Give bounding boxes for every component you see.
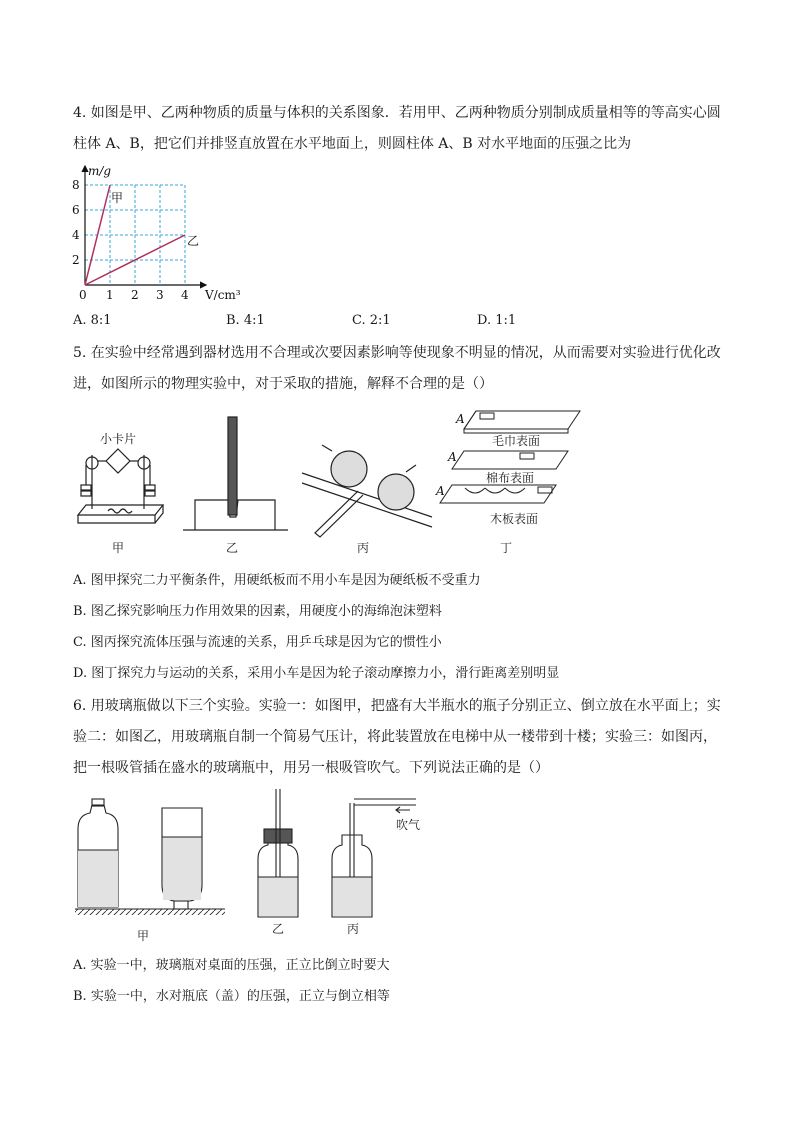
q4-stem-line2: 柱体 A、B，把它们并排竖直放置在水平地面上，则圆柱体 A、B 对水平地面的压强之比为 xyxy=(73,136,632,152)
q5-stem-line2: 进，如图所示的物理实验中，对于采取的措施，解释不合理的是（） xyxy=(73,376,493,392)
card-label: 小卡片 xyxy=(100,432,137,446)
q5-option-c[interactable]: C. 图丙探究流体压强与流速的关系，用乒乓球是因为它的惯性小 xyxy=(73,635,442,650)
q4-option-a[interactable]: A. 8:1 xyxy=(73,313,112,328)
q5-option-b[interactable]: B. 图乙探究影响压力作用效果的因素，用硬度小的海绵泡沫塑料 xyxy=(73,604,442,619)
origin-label: 0 xyxy=(79,288,87,302)
x-tick-1: 1 xyxy=(106,288,114,302)
q6-stem-line3: 把一根吸管插在盛水的玻璃瓶中，用另一根吸管吹气。下列说法正确的是（） xyxy=(73,760,549,776)
surface-wood-label: 木板表面 xyxy=(490,512,539,526)
upright-and-inverted-bottles xyxy=(75,799,225,915)
chart-grid xyxy=(85,185,185,285)
ping-pong-setup xyxy=(302,445,432,537)
x-tick-2: 2 xyxy=(131,288,139,302)
fig6-caption-jia: 甲 xyxy=(137,929,150,943)
q5-stem-line1: 5. 在实验中经常遇到器材选用不合理或次要因素影响等使现象不明显的情况，从而需要对实验进行优化改 xyxy=(73,345,721,361)
q4-option-b[interactable]: B. 4:1 xyxy=(226,313,265,328)
fig5-caption-yi: 乙 xyxy=(226,541,239,555)
q5-option-a[interactable]: A. 图甲探究二力平衡条件，用硬纸板而不用小车是因为硬纸板不受重力 xyxy=(73,573,481,588)
surface-cotton-label: 棉布表面 xyxy=(486,471,535,485)
fig5-caption-bing: 丙 xyxy=(357,541,370,555)
q6-stem-line2: 验二：如图乙，用玻璃瓶自制一个简易气压计，将此装置放在电梯中从一楼带到十楼；实验三：如图丙， xyxy=(73,729,717,745)
y-tick-6: 6 xyxy=(72,203,80,217)
x-tick-4: 4 xyxy=(181,288,189,302)
fig6-caption-bing: 丙 xyxy=(347,922,360,936)
fig5-caption-ding: 丁 xyxy=(500,541,513,555)
q6-stem-line1: 6. 用玻璃瓶做以下三个实验。实验一：如图甲，把盛有大半瓶水的瓶子分别正立、倒立放在水平面上；实 xyxy=(73,698,721,714)
q4-stem-line1: 4. 如图是甲、乙两种物质的质量与体积的关系图象．若用甲、乙两种物质分别制成质量相等的等高实心圆 xyxy=(73,105,721,121)
barometer-bottle xyxy=(258,789,298,917)
series-yi-label: 乙 xyxy=(187,234,200,248)
mass-volume-chart xyxy=(66,160,256,305)
q4-option-d[interactable]: D. 1:1 xyxy=(477,313,517,328)
series-jia-label: 甲 xyxy=(111,191,124,205)
letter-a-bottom: A xyxy=(436,484,445,498)
sponge-pressure-setup xyxy=(183,417,288,530)
letter-a-mid: A xyxy=(448,450,457,464)
q5-experiment-figures xyxy=(60,405,600,560)
y-tick-8: 8 xyxy=(72,178,80,192)
letter-a-top: A xyxy=(456,412,465,426)
blow-label: 吹气 xyxy=(396,818,421,832)
surface-towel-label: 毛巾表面 xyxy=(492,434,541,448)
fig6-caption-yi: 乙 xyxy=(272,922,285,936)
y-tick-2: 2 xyxy=(72,253,80,267)
fig5-caption-jia: 甲 xyxy=(112,541,125,555)
q6-bottle-figures xyxy=(70,785,440,945)
y-tick-4: 4 xyxy=(72,228,80,242)
blowing-bottle xyxy=(332,799,416,917)
q6-option-a[interactable]: A. 实验一中，玻璃瓶对桌面的压强，正立比倒立时要大 xyxy=(73,958,390,973)
q4-option-c[interactable]: C. 2:1 xyxy=(352,313,391,328)
x-tick-3: 3 xyxy=(156,288,164,302)
y-axis-label: m/g xyxy=(88,164,112,178)
q5-option-d[interactable]: D. 图丁探究力与运动的关系，采用小车是因为轮子滚动摩擦力小，滑行距离差别明显 xyxy=(73,666,560,681)
q6-option-b[interactable]: B. 实验一中，水对瓶底（盖）的压强，正立与倒立相等 xyxy=(73,989,390,1004)
x-axis-label: V/cm³ xyxy=(205,288,241,302)
balance-apparatus xyxy=(78,431,163,523)
